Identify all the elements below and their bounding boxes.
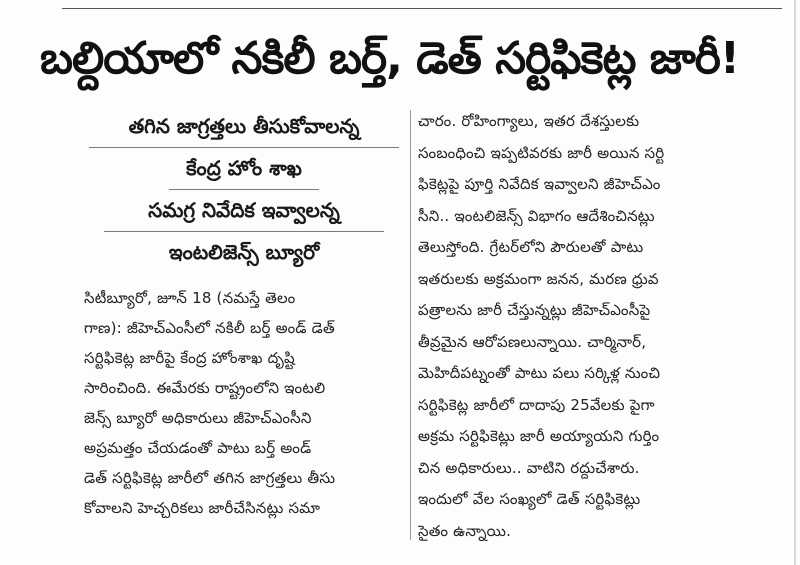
text-line: సిటీబ్యూరో, జూన్ 18 (నమస్తే తెలం <box>84 289 296 307</box>
page-edge-divider <box>794 0 796 565</box>
text-line: సైతం ఉన్నాయి. <box>418 521 512 540</box>
text-line: చిన అధికారులు.. వాటిని రద్దుచేశారు. <box>418 458 640 477</box>
text-line: ఇతరులకు అక్రమంగా జనన, మరణ ధ్రువ <box>418 269 659 288</box>
text-line: మెహిదీపట్నంతో పాటు పలు సర్కిళ్ల నుంచి <box>418 364 661 382</box>
text-line: అప్రమత్తం చేయడంతో పాటు బర్త్ అండ్ <box>84 439 312 457</box>
text-line: ఫికెట్లపై పూర్తి నివేదిక ఇవ్వాలని జీహెచ్ఎం <box>418 175 661 193</box>
text-line: సర్టిఫికెట్ల జారీలో దాదాపు 25వేలకు పైగా <box>418 395 655 414</box>
text-line: తీవ్రమైన ఆరోపణలున్నాయి. చార్మినార్, <box>418 332 647 351</box>
text-line: సీని.. ఇంటలిజెన్స్ విభాగం ఆదేశించినట్లు <box>418 206 655 225</box>
text-line: తెలుస్తోంది. గ్రేటర్‌లోని పౌరులతో పాటు <box>418 238 644 256</box>
text-line: కోవాలని హెచ్చరికలు జారీచేసినట్లు సమా <box>84 499 321 517</box>
text-line: సంబంధించి ఇప్పటివరకు జారీ అయిన సర్టి <box>418 143 665 162</box>
text-line: డెత్ సర్టిఫికెట్ల జారీలో తగిన జాగ్రత్తలు తీసు <box>84 469 336 487</box>
text-line: చారం. రోహింగ్యాలు, ఇతర దేశస్తులకు <box>418 112 640 130</box>
deck-line: తగిన జాగ్రత్తలు తీసుకోవాలన్న <box>89 106 399 148</box>
left-column <box>84 106 404 523</box>
deck-line: కేంద్ర హోం శాఖ <box>169 148 319 190</box>
subheadline-deck <box>84 106 404 273</box>
text-line: ఇందులో వేల సంఖ్యలో డెత్ సర్టిఫికెట్లు <box>418 490 641 508</box>
right-column <box>418 106 778 547</box>
text-line: పత్రాలను జారీ చేస్తున్నట్లు జీహెచ్ఎంసీపై <box>418 301 651 319</box>
deck-line: ఇంటలిజెన్స్ బ్యూరో <box>168 240 320 264</box>
text-line: గాణ): జీహెచ్ఎంసీలో నకిలీ బర్త్ అండ్ డెత్ <box>84 319 335 337</box>
deck-line: సమగ్ర నివేదిక ఇవ్వాలన్న <box>104 190 384 232</box>
top-rule <box>62 8 782 9</box>
article-headline: బల్దియాలో నకిలీ బర్త్, డెత్ సర్టిఫికెట్ల జారీ! <box>40 33 739 84</box>
column-divider <box>410 110 411 540</box>
text-line: అక్రమ సర్టిఫికెట్లు జారీ అయ్యాయని గుర్తిం <box>418 427 660 445</box>
text-line: జెన్స్ బ్యూరో అధికారులు జీహెచ్ఎంసీని <box>84 409 312 427</box>
text-line: సర్టిఫికెట్ల జారీపై కేంద్ర హోంశాఖ దృష్టి <box>84 349 295 367</box>
text-line: సారించింది. ఈమేరకు రాష్ట్రంలోని ఇంటలి <box>84 379 326 397</box>
left-body-text <box>84 283 404 523</box>
